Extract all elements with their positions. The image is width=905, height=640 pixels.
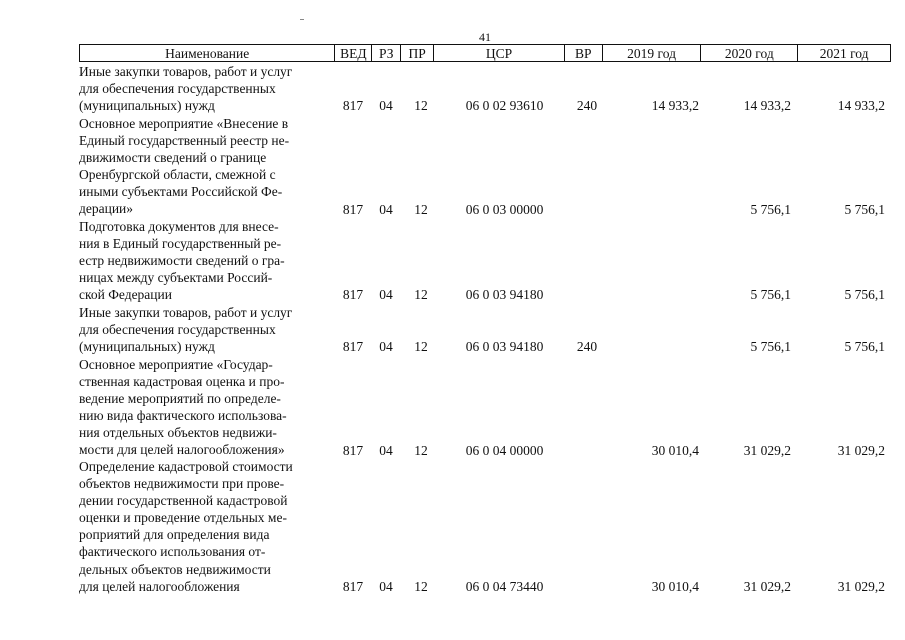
row-name-line: (муниципальных) нужд <box>79 98 215 114</box>
row-name-line: для обеспечения государственных <box>79 322 276 338</box>
cell-rz: 04 <box>379 578 393 594</box>
row-name-line: для обеспечения государственных <box>79 81 276 97</box>
row-name-line: дении государственной кадастровой <box>79 493 288 509</box>
cell-rz: 04 <box>379 442 393 458</box>
row-name-line: для целей налогообложения <box>79 578 240 594</box>
header-2020: 2020 год <box>701 45 798 61</box>
header-2021: 2021 год <box>819 46 869 61</box>
cell-y2021: 31 029,2 <box>837 442 885 458</box>
cell-pr: 12 <box>414 442 428 458</box>
cell-y2019: 30 010,4 <box>651 578 699 594</box>
row-name-line: Подготовка документов для внесе- <box>79 219 279 234</box>
cell-rz: 04 <box>379 339 393 355</box>
row-name-line: движимости сведений о границе <box>79 150 267 166</box>
cell-y2020: 14 933,2 <box>743 98 791 114</box>
row-name-line: Основное мероприятие «Внесение в <box>79 116 289 131</box>
table-row <box>79 218 891 304</box>
header-2019: 2019 год <box>603 45 702 61</box>
cell-csr: 06 0 04 73440 <box>465 578 544 594</box>
row-name <box>79 304 334 355</box>
cell-y2020: 5 756,1 <box>750 339 791 355</box>
cell-ved: 817 <box>342 287 364 303</box>
table-row <box>79 63 891 114</box>
table-row <box>79 458 891 595</box>
row-name-line: ния в Единый государственный ре- <box>79 236 282 252</box>
row-name-line: ведение мероприятий по определе- <box>79 391 281 407</box>
cell-y2021: 5 756,1 <box>844 287 885 303</box>
row-name-line: иными субъектами Российской Фе- <box>79 184 283 200</box>
cell-pr: 12 <box>414 339 428 355</box>
row-name-line: ния отдельных объектов недвижи- <box>79 425 277 441</box>
row-name-line: Оренбургской области, смежной с <box>79 167 276 183</box>
cell-y2021: 5 756,1 <box>844 339 885 355</box>
cell-csr: 06 0 03 00000 <box>465 201 544 217</box>
row-name-line: Определение кадастровой стоимости <box>79 459 293 474</box>
row-name <box>79 458 334 595</box>
cell-y2020: 31 029,2 <box>743 578 791 594</box>
cell-y2020: 5 756,1 <box>750 287 791 303</box>
cell-rz: 04 <box>379 98 393 114</box>
header-vr: ВР <box>565 45 603 61</box>
cell-y2021: 5 756,1 <box>844 201 885 217</box>
row-name-line: Иные закупки товаров, работ и услуг <box>79 305 293 320</box>
header-csr: ЦСР <box>434 45 565 61</box>
cell-csr: 06 0 03 94180 <box>465 339 544 355</box>
cell-csr: 06 0 02 93610 <box>465 98 544 114</box>
row-name-line: объектов недвижимости при прове- <box>79 476 285 492</box>
row-name-line: ницах между субъектами Россий- <box>79 270 273 286</box>
header-ved: ВЕД <box>335 45 372 61</box>
row-name <box>79 63 334 114</box>
cell-vr: 240 <box>576 339 598 355</box>
row-name-line: Иные закупки товаров, работ и услуг <box>79 64 293 79</box>
row-name-line: Основное мероприятие «Государ- <box>79 357 273 372</box>
cell-y2020: 31 029,2 <box>743 442 791 458</box>
cell-csr: 06 0 03 94180 <box>465 287 544 303</box>
row-name-line: оценки и проведение отдельных ме- <box>79 510 287 526</box>
cell-ved: 817 <box>342 339 364 355</box>
row-name-line: ственная кадастровая оценка и про- <box>79 374 285 390</box>
row-name-line: роприятий для определения вида <box>79 527 270 543</box>
cell-ved: 817 <box>342 442 364 458</box>
row-name-line: фактического использования от- <box>79 544 266 560</box>
row-name-line: дельных объектов недвижимости <box>79 561 271 577</box>
table-header <box>79 44 891 62</box>
cell-y2021: 14 933,2 <box>837 98 885 114</box>
cell-rz: 04 <box>379 287 393 303</box>
cell-pr: 12 <box>414 578 428 594</box>
row-name <box>79 356 334 459</box>
scan-mark <box>300 19 304 20</box>
row-name-line: ской Федерации <box>79 287 172 303</box>
cell-pr: 12 <box>414 98 428 114</box>
cell-rz: 04 <box>379 201 393 217</box>
cell-ved: 817 <box>342 201 364 217</box>
table-row <box>79 304 891 355</box>
cell-vr: 240 <box>576 98 598 114</box>
cell-y2019: 30 010,4 <box>651 442 699 458</box>
cell-ved: 817 <box>342 578 364 594</box>
row-name-line: естр недвижимости сведений о гра- <box>79 253 285 269</box>
header-rz: РЗ <box>372 45 401 61</box>
header-pr: ПР <box>401 45 434 61</box>
row-name-line: (муниципальных) нужд <box>79 339 215 355</box>
cell-ved: 817 <box>342 98 364 114</box>
cell-pr: 12 <box>414 201 428 217</box>
cell-y2019: 14 933,2 <box>651 98 699 114</box>
row-name-line: нию вида фактического использова- <box>79 408 287 424</box>
row-name <box>79 115 334 218</box>
page-number: 41 <box>479 30 491 44</box>
table-row <box>79 115 891 218</box>
header-name: Наименование <box>80 45 335 61</box>
cell-y2021: 31 029,2 <box>837 578 885 594</box>
row-name-line: Единый государственный реестр не- <box>79 133 290 149</box>
table-row <box>79 356 891 459</box>
cell-pr: 12 <box>414 287 428 303</box>
cell-csr: 06 0 04 00000 <box>465 442 544 458</box>
row-name <box>79 218 334 303</box>
row-name-line: дерации» <box>79 201 134 217</box>
row-name-line: мости для целей налогообложения» <box>79 442 285 458</box>
cell-y2020: 5 756,1 <box>750 201 791 217</box>
